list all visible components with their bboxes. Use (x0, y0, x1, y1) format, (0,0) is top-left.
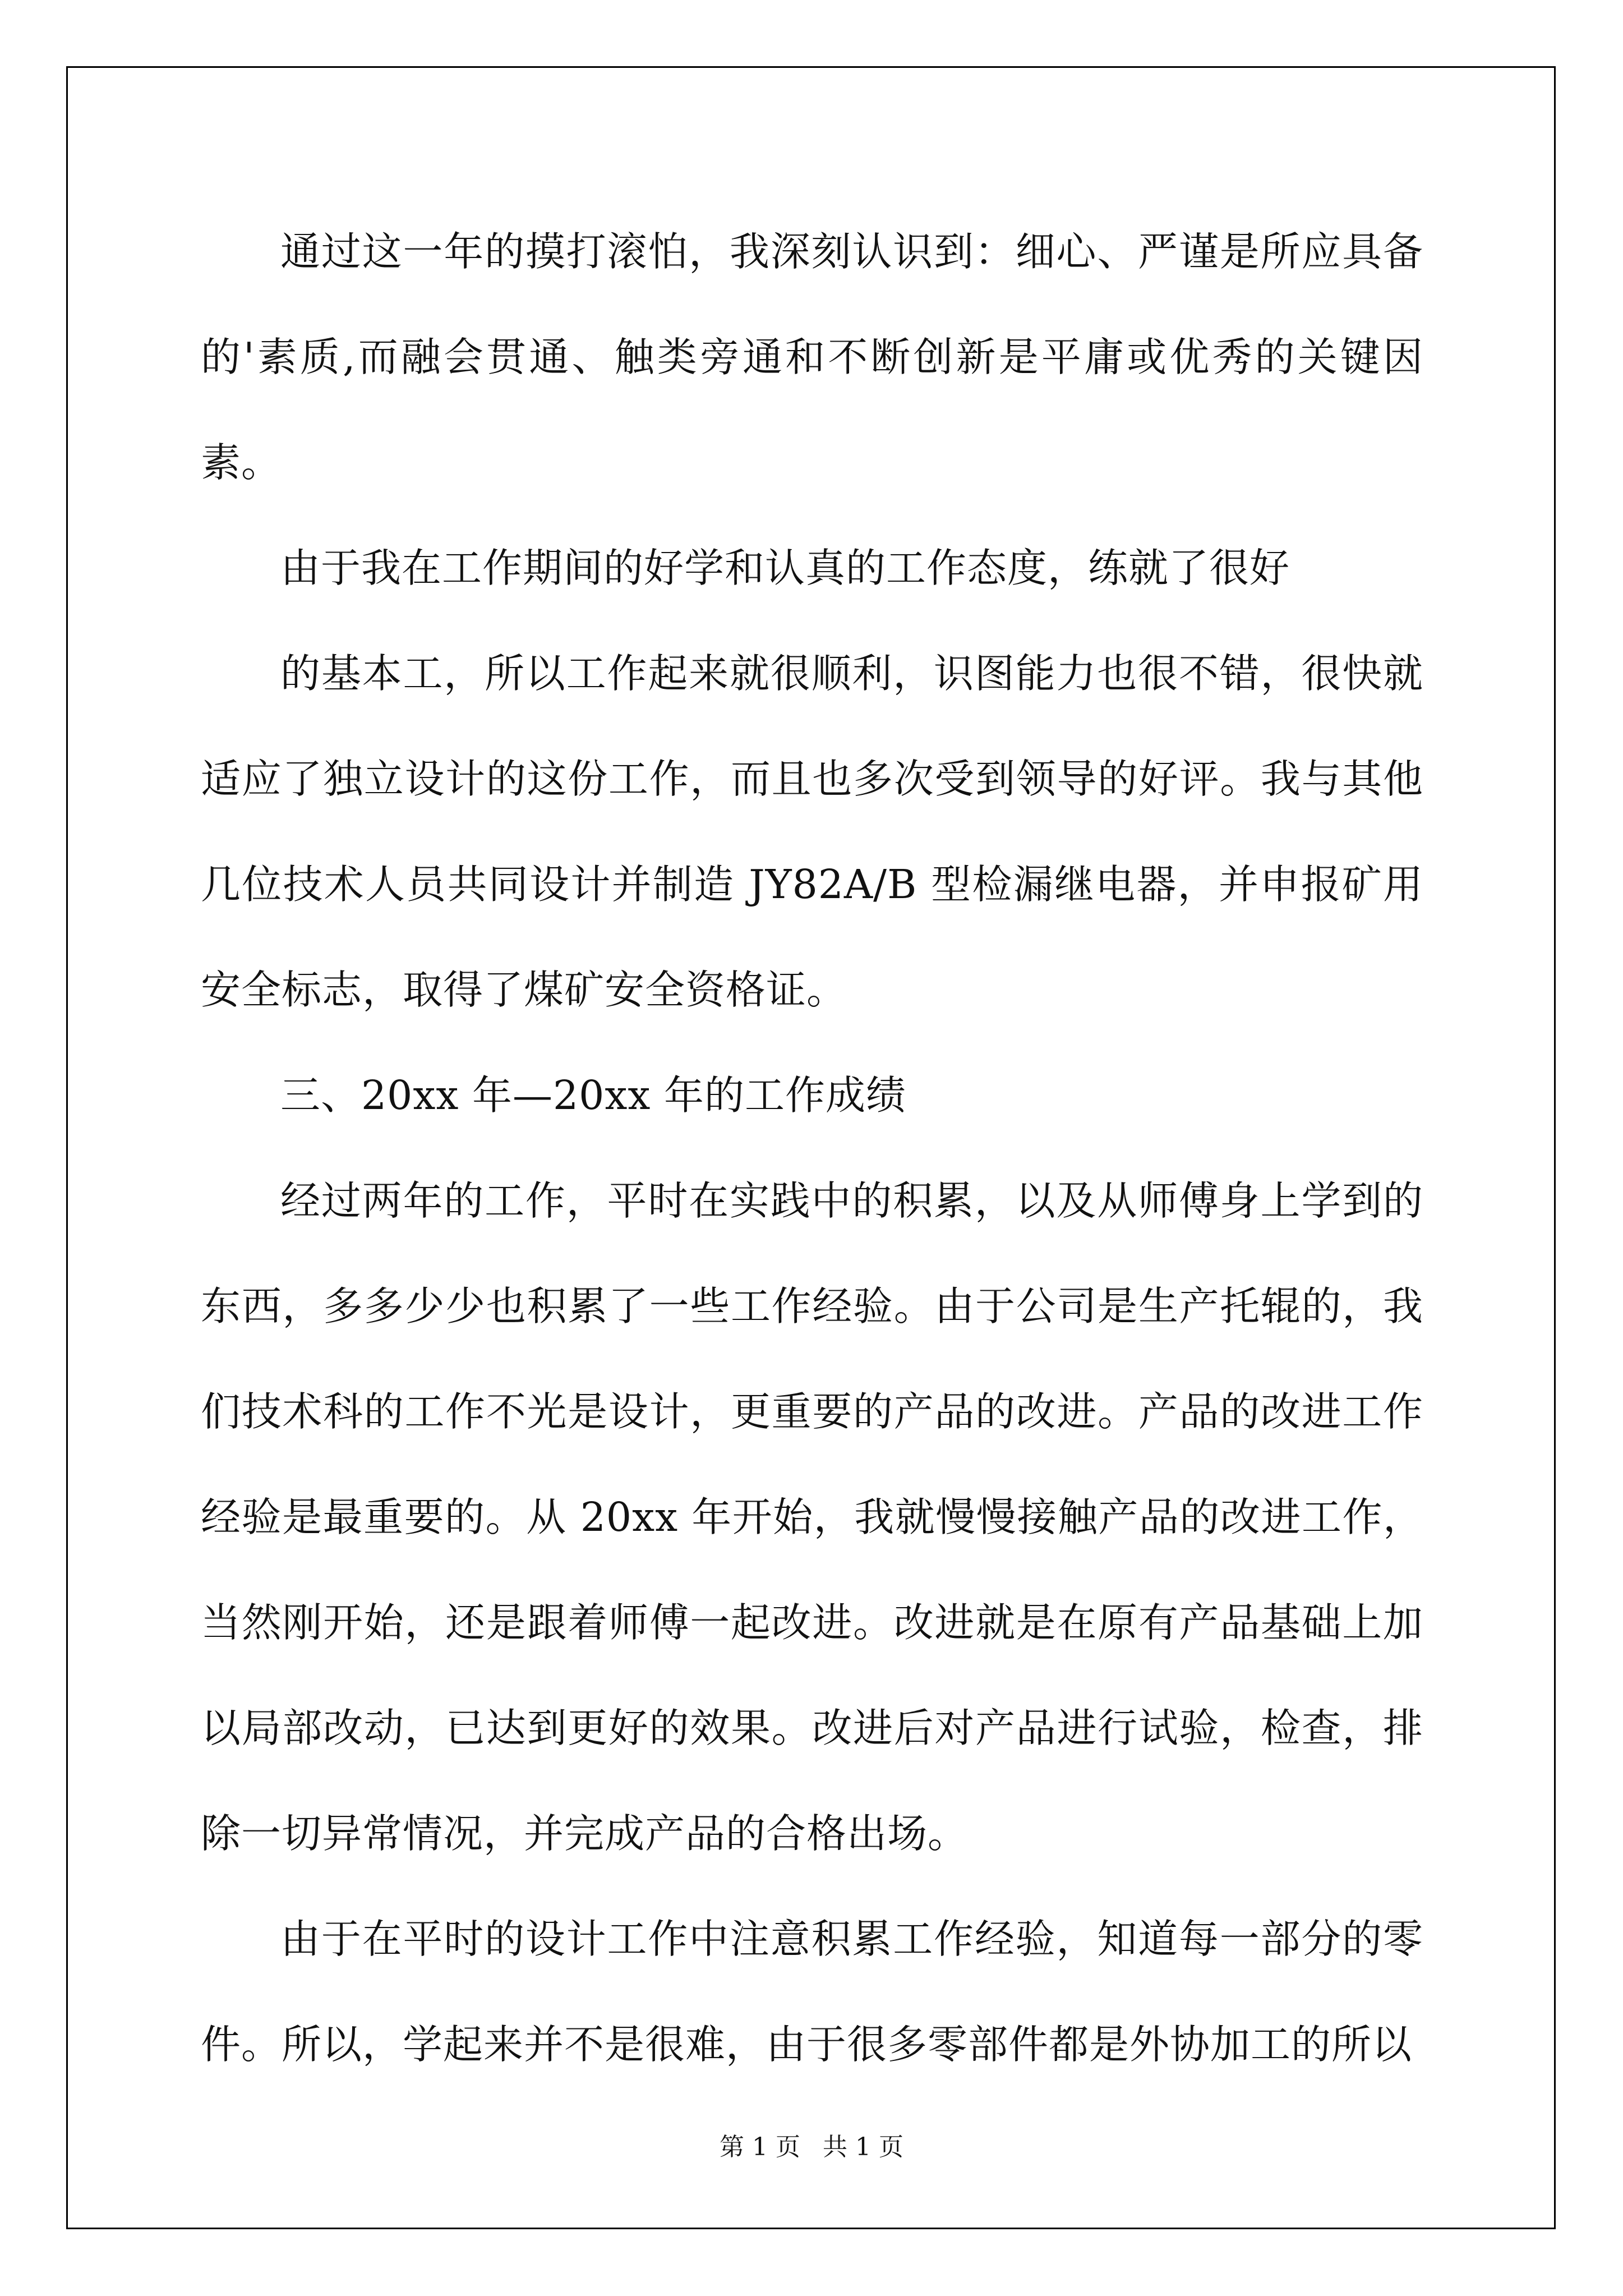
page-footer (0, 2127, 1623, 2162)
page-total: 共 1 页 (823, 2133, 903, 2161)
document-body (201, 199, 1423, 2097)
paragraph-5: 经过两年的工作，平时在实践中的积累，以及从师傅身上学到的东西，多多少少也积累了一些工作经验。由于公司是生产托辊的，我们技术科的工作不光是设计，更重要的产品的改进。产品的改进工作经验是最重要的。从 20xx 年开始，我就慢慢接触产品的改进工作，当然刚开始，还是跟着师傅一起改进。改进就是在原有产品基础上加以局部改动，已达到更好的效果。改进后对产品进行试验，检查，排除一切异常情况，并完成产品的合格出场。 (201, 1177, 1423, 1857)
paragraph-6: 由于在平时的设计工作中注意积累工作经验，知道每一部分的零件。所以，学起来并不是很难，由于很多零部件都是外协加工的所以 (201, 1916, 1423, 2068)
paragraph-3: 的基本工，所以工作起来就很顺利，识图能力也很不错，很快就适应了独立设计的这份工作，而且也多次受到领导的好评。我与其他几位技术人员共同设计并制造 JY82A/B 型检漏继电器，并申报矿用安全标志，取得了煤矿安全资格证。 (201, 650, 1423, 1013)
paragraph-2: 由于我在工作期间的好学和认真的工作态度，练就了很好 (280, 545, 1290, 591)
paragraph-4-heading: 三、20xx 年—20xx 年的工作成绩 (280, 1072, 906, 1119)
page-number: 第 1 页 (720, 2133, 800, 2161)
paragraph-1: 通过这一年的摸打滚怕，我深刻认识到：细心、严谨是所应具备的'素质,而融会贯通、触类旁通和不断创新是平庸或优秀的关键因素。 (201, 228, 1423, 486)
